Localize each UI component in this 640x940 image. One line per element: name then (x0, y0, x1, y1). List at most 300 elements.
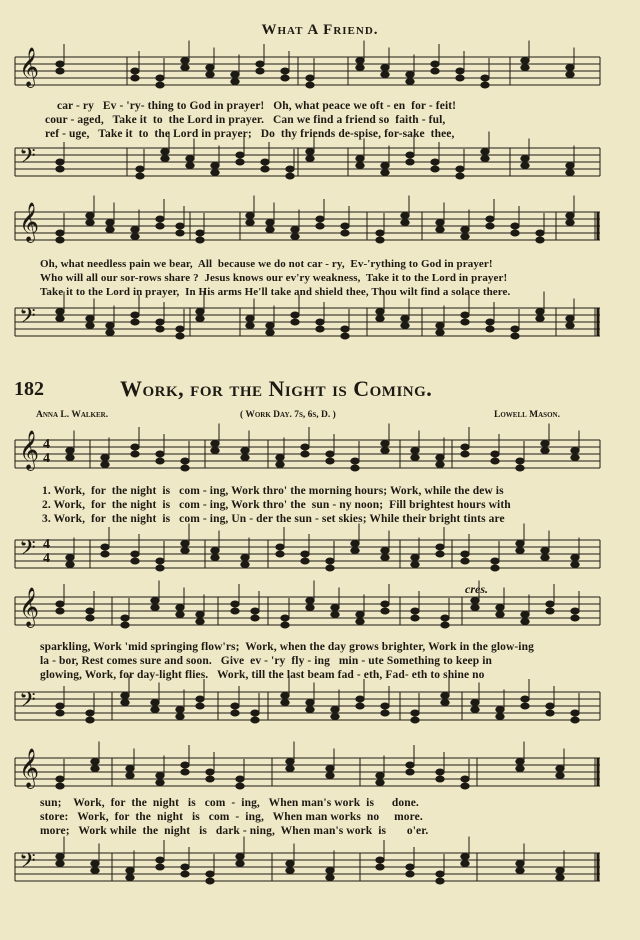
note-head (241, 448, 249, 454)
note-head (176, 605, 184, 611)
note-head (536, 230, 544, 236)
lyric-line: car - ry Ev - 'ry- thing to God in prayer! Oh, what peace we oft - en for - feit! (57, 100, 457, 112)
note-head (571, 710, 579, 716)
note-head (341, 326, 349, 332)
note-head (316, 223, 324, 229)
note-head (381, 65, 389, 71)
note-head (516, 458, 524, 464)
note-head (486, 223, 494, 229)
note-head (231, 79, 239, 85)
note-head (381, 170, 389, 176)
note-head (441, 622, 449, 628)
note-head (261, 159, 269, 165)
note-head (461, 312, 469, 318)
note-head (231, 710, 239, 716)
note-head (461, 861, 469, 867)
note-head (381, 555, 389, 561)
note-head (56, 861, 64, 867)
note-head (331, 605, 339, 611)
note-head (376, 309, 384, 315)
lyric-line: more; Work while the night is dark - ning, When man's work is o'er. (40, 825, 429, 837)
note-head (86, 710, 94, 716)
note-head (126, 773, 134, 779)
note-head (376, 773, 384, 779)
note-head (356, 58, 364, 64)
note-head (131, 234, 139, 240)
note-head (406, 762, 414, 768)
note-head (196, 316, 204, 322)
note-head (436, 544, 444, 550)
note-head (341, 223, 349, 229)
treble-clef-icon: 𝄞 (19, 204, 40, 241)
note-head (456, 173, 464, 179)
note-head (126, 875, 134, 881)
lyric-line: Oh, what needless pain we bear, All because we do not car - ry, Ev-'rything to God in prayer! (40, 258, 493, 270)
note-head (181, 458, 189, 464)
note-head (316, 319, 324, 325)
note-head (456, 68, 464, 74)
note-head (481, 75, 489, 81)
note-head (231, 608, 239, 614)
note-head (436, 878, 444, 884)
note-head (181, 871, 189, 877)
note-head (196, 696, 204, 702)
note-head (571, 448, 579, 454)
note-head (381, 72, 389, 78)
note-head (176, 223, 184, 229)
note-head (491, 565, 499, 571)
note-head (91, 766, 99, 772)
note-head (196, 612, 204, 618)
note-head (246, 316, 254, 322)
note-head (246, 213, 254, 219)
note-head (571, 555, 579, 561)
note-head (436, 227, 444, 233)
note-head (356, 696, 364, 702)
note-head (566, 323, 574, 329)
note-head (131, 551, 139, 557)
note-head (276, 455, 284, 461)
note-head (251, 710, 259, 716)
note-head (266, 227, 274, 233)
note-head (511, 326, 519, 332)
note-head (156, 458, 164, 464)
note-head (491, 458, 499, 464)
note-head (411, 455, 419, 461)
note-head (66, 555, 74, 561)
note-head (376, 780, 384, 786)
note-head (571, 615, 579, 621)
note-head (356, 612, 364, 618)
note-head (351, 548, 359, 554)
note-head (516, 541, 524, 547)
lyric-line: 1. Work, for the night is com - ing, Work thro' the morning hours; Work, while the dew is (42, 485, 504, 497)
note-head (176, 230, 184, 236)
note-head (491, 558, 499, 564)
note-head (511, 230, 519, 236)
note-head (126, 868, 134, 874)
note-head (106, 330, 114, 336)
note-head (101, 462, 109, 468)
lyric-line: 3. Work, for the night is com - ing, Un - der the sun - set skies; While their bright tints are (42, 513, 505, 525)
note-head (246, 220, 254, 226)
note-head (266, 330, 274, 336)
note-head (461, 451, 469, 457)
note-head (246, 323, 254, 329)
note-head (106, 227, 114, 233)
note-head (411, 717, 419, 723)
note-head (516, 861, 524, 867)
note-head (266, 323, 274, 329)
note-head (176, 612, 184, 618)
note-head (521, 619, 529, 625)
note-head (56, 230, 64, 236)
note-head (241, 455, 249, 461)
note-head (56, 776, 64, 782)
note-head (251, 608, 259, 614)
note-head (306, 149, 314, 155)
bass-clef-icon: 𝄢 (19, 688, 36, 717)
hymn-top-title: What A Friend. (261, 22, 379, 38)
note-head (436, 323, 444, 329)
note-head (556, 868, 564, 874)
note-head (461, 558, 469, 564)
lyric-line: Take it to the Lord in prayer, In His arms He'll take and shield thee, Thou wilt find a solace there. (40, 286, 511, 298)
note-head (331, 612, 339, 618)
hymn-number: 182 (14, 378, 44, 400)
note-head (546, 608, 554, 614)
note-head (181, 465, 189, 471)
note-head (406, 72, 414, 78)
note-head (291, 319, 299, 325)
note-head (441, 700, 449, 706)
note-head (351, 458, 359, 464)
hymn-main-title: Work, for the Night is Coming. (120, 376, 433, 401)
note-head (56, 601, 64, 607)
note-head (121, 693, 129, 699)
note-head (131, 68, 139, 74)
note-head (516, 868, 524, 874)
note-head (486, 319, 494, 325)
note-head (496, 714, 504, 720)
note-head (211, 555, 219, 561)
note-head (461, 227, 469, 233)
note-head (301, 451, 309, 457)
hymn-tune-info: ( Work Day. 7s, 6s, D. ) (240, 410, 336, 420)
note-head (156, 780, 164, 786)
note-head (256, 61, 264, 67)
note-head (541, 448, 549, 454)
treble-clef-icon: 𝄞 (19, 432, 40, 469)
note-head (411, 448, 419, 454)
lyric-line: ref - uge, Take it to the Lord in prayer; Do thy friends de-spise, for-sake thee, (45, 128, 455, 140)
note-head (381, 703, 389, 709)
note-head (56, 854, 64, 860)
hymn-author: Anna L. Walker. (36, 410, 109, 420)
note-head (406, 159, 414, 165)
note-head (86, 717, 94, 723)
note-head (281, 700, 289, 706)
note-head (411, 562, 419, 568)
note-head (306, 707, 314, 713)
note-head (161, 149, 169, 155)
note-head (181, 65, 189, 71)
note-head (461, 551, 469, 557)
note-head (381, 448, 389, 454)
note-head (306, 82, 314, 88)
note-head (456, 166, 464, 172)
note-head (431, 61, 439, 67)
note-head (281, 68, 289, 74)
note-head (326, 875, 334, 881)
note-head (211, 170, 219, 176)
note-head (91, 861, 99, 867)
note-head (356, 619, 364, 625)
lyric-line: sparkling, Work 'mid springing flow'rs; Work, when the day grows brighter, Work in the glow-ing (40, 641, 534, 653)
note-head (521, 163, 529, 169)
note-head (211, 548, 219, 554)
bass-clef-icon: 𝄢 (19, 536, 36, 565)
note-head (541, 548, 549, 554)
note-head (131, 75, 139, 81)
note-head (546, 703, 554, 709)
note-head (521, 58, 529, 64)
note-head (496, 612, 504, 618)
note-head (56, 703, 64, 709)
note-head (251, 717, 259, 723)
note-head (521, 612, 529, 618)
note-head (56, 237, 64, 243)
staff-main-bass-2 (15, 692, 600, 720)
note-head (326, 451, 334, 457)
note-head (126, 766, 134, 772)
note-head (401, 220, 409, 226)
note-head (211, 448, 219, 454)
note-head (326, 773, 334, 779)
note-head (571, 608, 579, 614)
staff-main-treble-3 (15, 758, 600, 786)
note-head (436, 462, 444, 468)
note-head (106, 220, 114, 226)
note-head (176, 714, 184, 720)
note-head (86, 608, 94, 614)
note-head (101, 455, 109, 461)
note-head (86, 316, 94, 322)
note-head (176, 333, 184, 339)
note-head (236, 776, 244, 782)
note-head (301, 558, 309, 564)
note-head (556, 766, 564, 772)
note-head (411, 608, 419, 614)
note-head (436, 220, 444, 226)
note-head (86, 213, 94, 219)
hymn-composer: Lowell Mason. (494, 410, 560, 420)
note-head (521, 696, 529, 702)
note-head (161, 156, 169, 162)
note-head (286, 759, 294, 765)
note-head (341, 230, 349, 236)
note-head (156, 326, 164, 332)
note-head (471, 707, 479, 713)
note-head (66, 448, 74, 454)
note-head (566, 213, 574, 219)
note-head (301, 444, 309, 450)
note-head (281, 693, 289, 699)
note-head (286, 166, 294, 172)
note-head (516, 548, 524, 554)
note-head (356, 65, 364, 71)
note-head (156, 216, 164, 222)
note-head (566, 72, 574, 78)
note-head (56, 783, 64, 789)
note-head (376, 864, 384, 870)
note-head (196, 309, 204, 315)
note-head (406, 871, 414, 877)
note-head (241, 562, 249, 568)
note-head (491, 451, 499, 457)
note-head (286, 766, 294, 772)
note-head (241, 555, 249, 561)
note-head (156, 857, 164, 863)
note-head (181, 864, 189, 870)
note-head (276, 544, 284, 550)
note-head (381, 548, 389, 554)
note-head (306, 75, 314, 81)
note-head (401, 323, 409, 329)
note-head (156, 223, 164, 229)
note-head (436, 330, 444, 336)
note-head (521, 156, 529, 162)
note-head (566, 316, 574, 322)
note-head (406, 864, 414, 870)
note-head (206, 72, 214, 78)
note-head (286, 173, 294, 179)
note-head (376, 316, 384, 322)
note-head (436, 769, 444, 775)
lyric-line: glowing, Work, for day-light flies. Work, till the last beam fad - eth, Fad- eth to shine no (40, 669, 485, 681)
note-head (181, 762, 189, 768)
bass-clef-icon: 𝄢 (19, 144, 36, 173)
note-head (156, 864, 164, 870)
note-head (481, 156, 489, 162)
note-head (471, 598, 479, 604)
note-head (106, 323, 114, 329)
note-head (276, 462, 284, 468)
note-head (441, 693, 449, 699)
note-head (156, 565, 164, 571)
note-head (86, 615, 94, 621)
note-head (291, 312, 299, 318)
note-head (521, 703, 529, 709)
note-head (381, 441, 389, 447)
note-head (556, 875, 564, 881)
note-head (381, 163, 389, 169)
note-heads (56, 41, 579, 885)
note-head (56, 61, 64, 67)
note-head (541, 555, 549, 561)
note-head (131, 312, 139, 318)
note-head (331, 714, 339, 720)
note-head (351, 465, 359, 471)
note-head (91, 759, 99, 765)
note-head (431, 159, 439, 165)
note-head (436, 455, 444, 461)
note-head (571, 455, 579, 461)
note-head (566, 65, 574, 71)
note-head (486, 216, 494, 222)
note-head (571, 717, 579, 723)
note-head (56, 159, 64, 165)
note-head (481, 149, 489, 155)
note-head (151, 605, 159, 611)
note-head (236, 159, 244, 165)
note-head (456, 75, 464, 81)
note-head (56, 710, 64, 716)
note-head (566, 220, 574, 226)
note-head (181, 769, 189, 775)
note-head (151, 700, 159, 706)
note-head (231, 601, 239, 607)
note-head (351, 541, 359, 547)
note-head (511, 223, 519, 229)
note-head (316, 216, 324, 222)
note-head (461, 854, 469, 860)
note-head (276, 551, 284, 557)
note-head (516, 766, 524, 772)
note-head (516, 759, 524, 765)
note-head (461, 444, 469, 450)
note-head (186, 156, 194, 162)
note-head (411, 615, 419, 621)
note-head (511, 333, 519, 339)
note-head (181, 58, 189, 64)
note-head (406, 769, 414, 775)
note-head (306, 598, 314, 604)
note-head (281, 75, 289, 81)
note-head (206, 769, 214, 775)
note-head (536, 309, 544, 315)
note-head (236, 854, 244, 860)
note-head (461, 234, 469, 240)
note-head (431, 166, 439, 172)
note-head (376, 230, 384, 236)
note-head (66, 562, 74, 568)
note-head (376, 857, 384, 863)
note-head (156, 75, 164, 81)
note-head (376, 237, 384, 243)
treble-clef-icon: 𝄞 (19, 49, 40, 86)
note-head (536, 316, 544, 322)
note-head (411, 710, 419, 716)
note-head (411, 555, 419, 561)
lyric-line: Who will all our sor-rows share ? Jesus knows our ev'ry weakness, Take it to the Lord in prayer! (40, 272, 508, 284)
note-head (286, 868, 294, 874)
note-head (251, 615, 259, 621)
note-head (131, 227, 139, 233)
note-head (316, 326, 324, 332)
note-head (151, 707, 159, 713)
note-head (156, 773, 164, 779)
lyric-line: store: Work, for the night is com - ing, When man works no more. (40, 811, 423, 823)
note-head (56, 166, 64, 172)
note-head (436, 776, 444, 782)
note-head (281, 622, 289, 628)
note-head (461, 319, 469, 325)
note-head (306, 605, 314, 611)
note-head (381, 710, 389, 716)
note-head (461, 776, 469, 782)
time-signature: 4 4 (43, 537, 50, 566)
